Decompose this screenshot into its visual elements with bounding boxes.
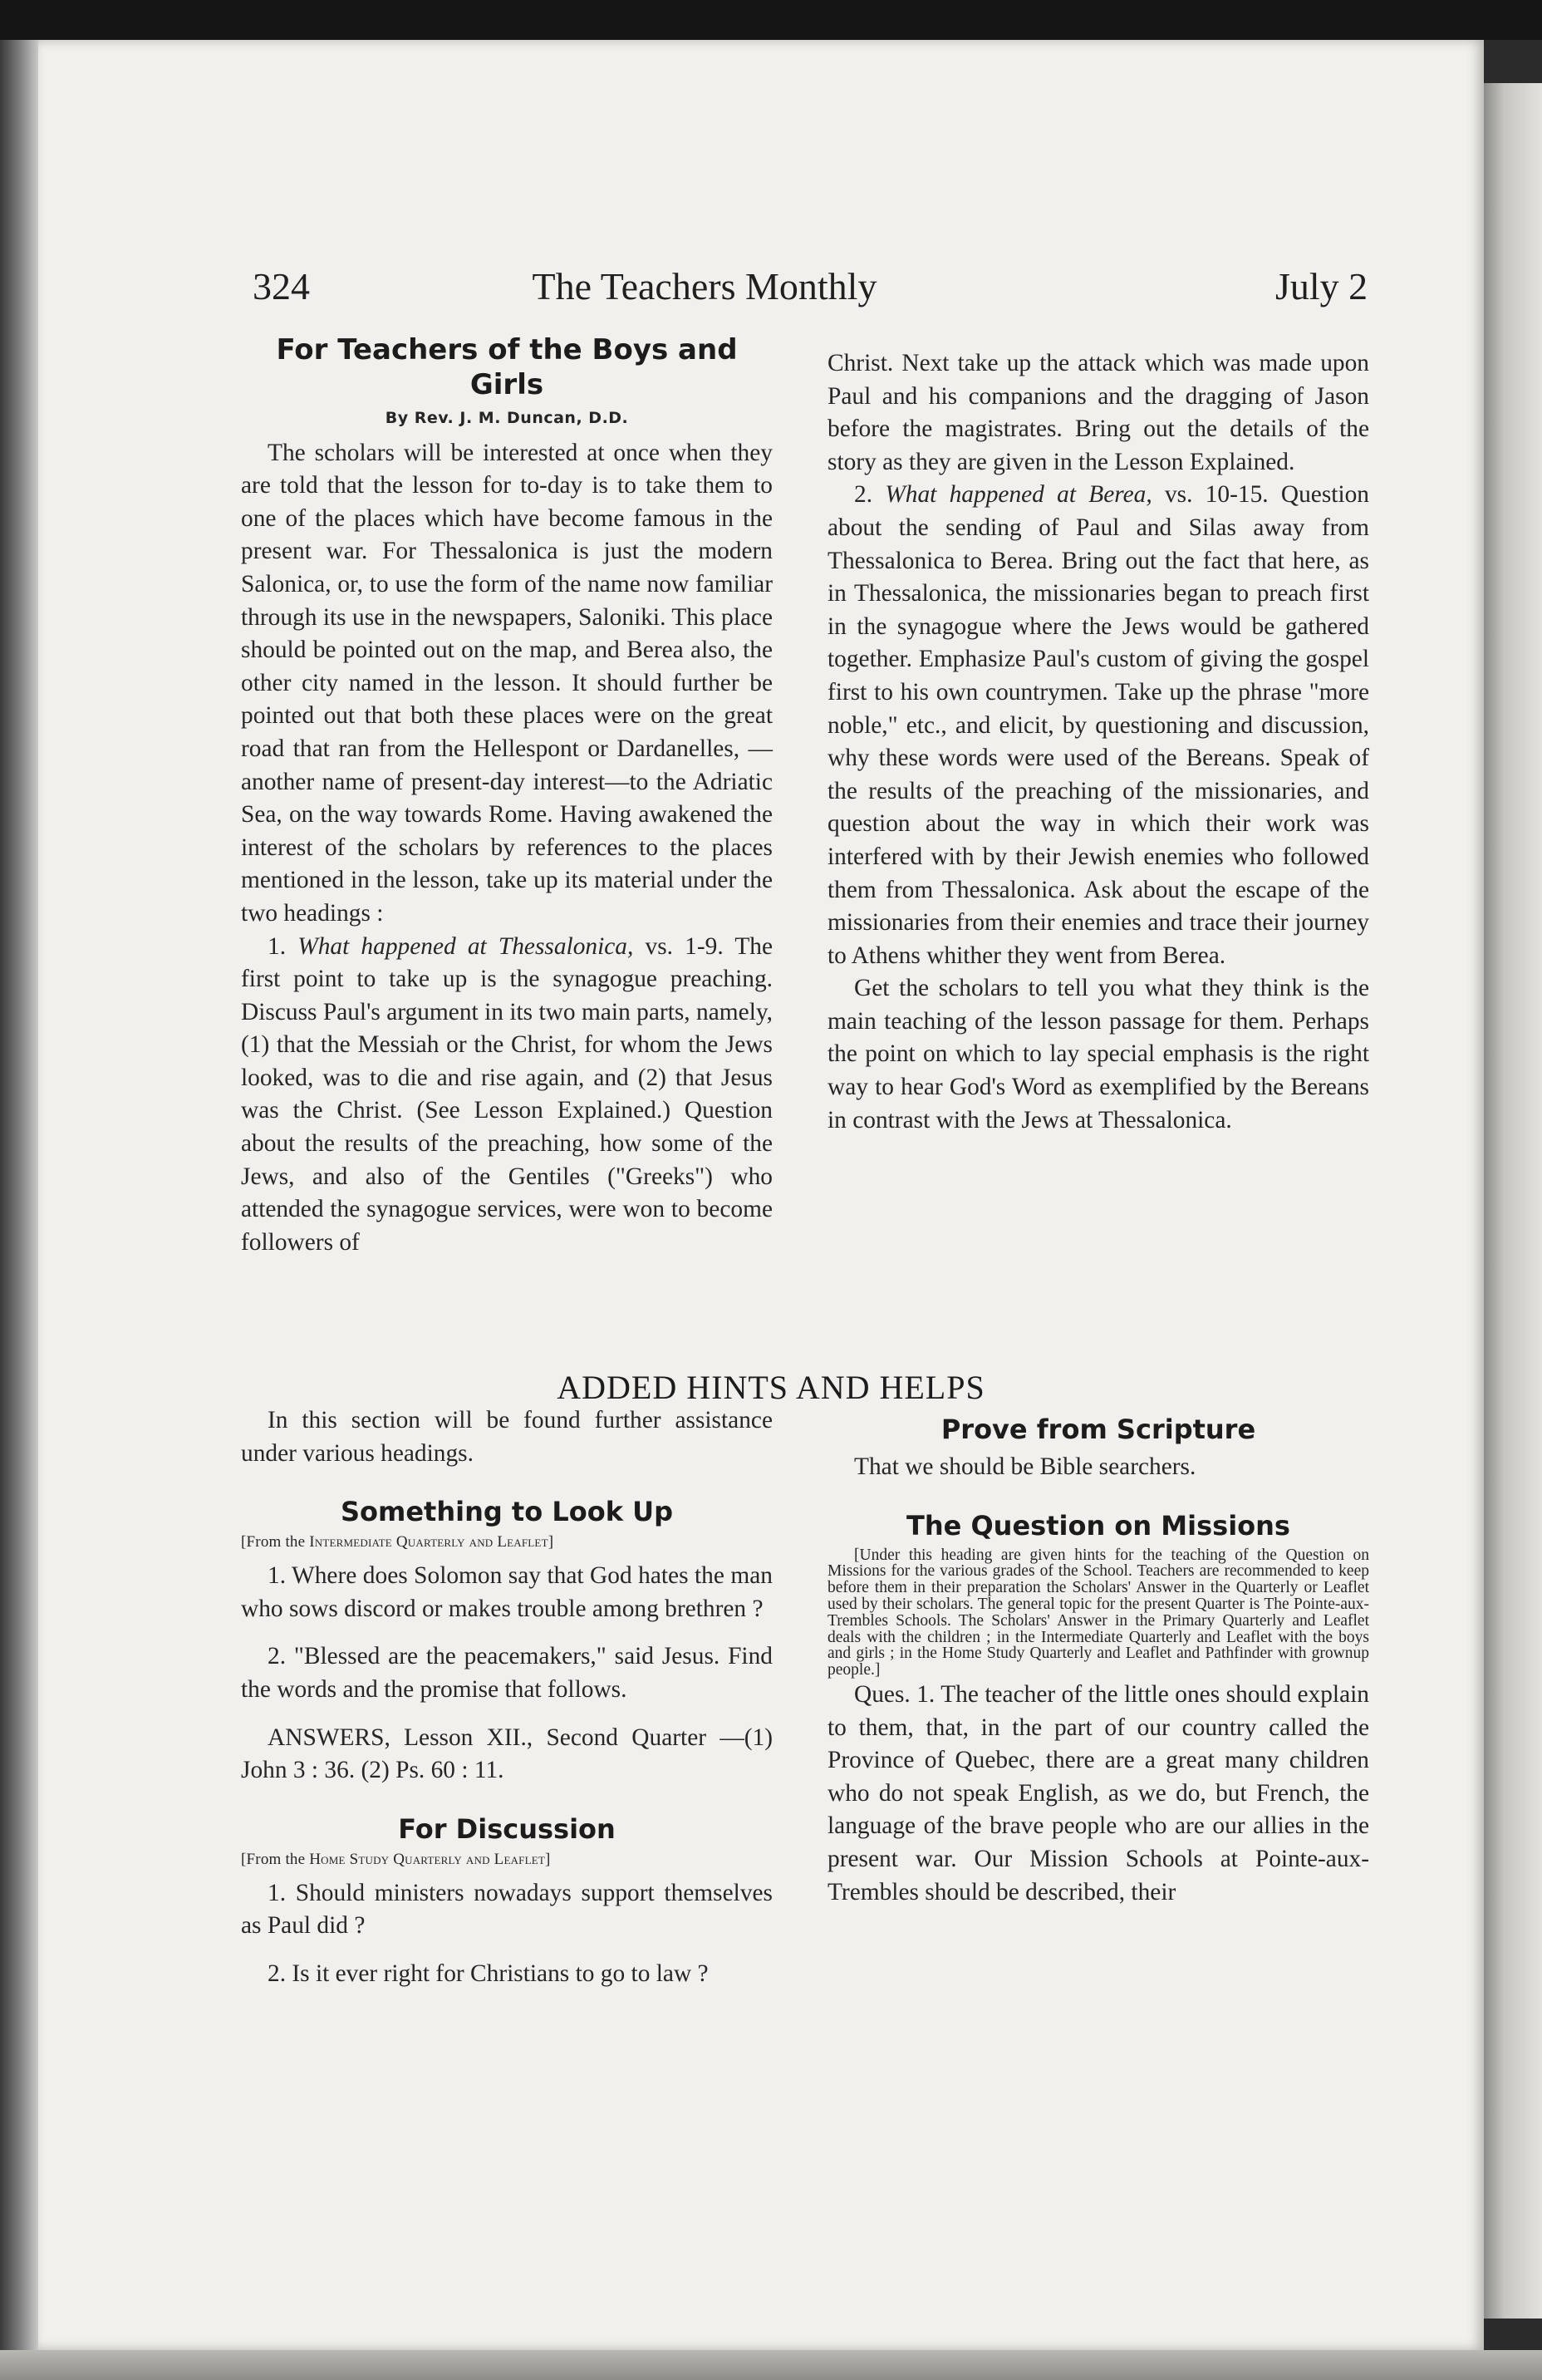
point-two-label: 2. <box>854 481 886 509</box>
look-up-source-suffix: ] <box>548 1533 554 1551</box>
look-up-question-2: 2. "Blessed are the peacemakers," said Jesus. Find the words and the promise that follows. <box>241 1643 773 1703</box>
discussion-question-2: 2. Is it ever right for Christians to go to law ? <box>268 1960 709 1987</box>
missions-note: [Under this heading are given hints for the teaching of the Question on Missions for the various grades of the School. Teachers are recommended to keep before them in their preparation the Scholars' Answer in the Quarterly or Leaflet used by their scholars. The general topic for the present Quarter is The Pointe-aux-Trembles Schools. The Scholars' Answer in the Primary Quarterly and Leaflet deals with the children ; in the Intermediate Quarterly and Leaflet with the boys and girls ; in the Home Study Quarterly and Leaflet and Pathfinder with grownup people.] <box>827 1546 1369 1679</box>
discussion-source-name: Home Study Quarterly and Leaflet <box>309 1850 546 1868</box>
hints-left-column <box>241 1404 773 1991</box>
discussion-source <box>241 1851 773 1869</box>
scripture-text: That we should be Bible searchers. <box>854 1453 1196 1480</box>
look-up-heading: Something to Look Up <box>340 1496 674 1528</box>
look-up-question-1: 1. Where does Solomon say that God hates the man who sows discord or makes trouble among brethren ? <box>241 1562 773 1622</box>
section-heading: ADDED HINTS AND HELPS <box>557 1369 985 1406</box>
article-left-column <box>241 332 773 1259</box>
article-intro-paragraph: The scholars will be interested at once when they are told that the lesson for to-day is to take them to one of the places which have become famous in the present war. For Thessalonica is just the modern Salonica, or, to use the form of the name now familiar through its use in the newspapers, Saloniki. This place should be pointed out on the map, and Berea also, the other city named in the lesson. It should further be pointed out that both these places were on the great road that ran from the Hellespont or Dardanelles, —another name of present-day interest—to the Adriatic Sea, on the way towards Rome. Having awakened the interest of the scholars by references to the places mentioned in the lesson, take up its material under the two headings : <box>241 439 773 927</box>
scripture-heading: Prove from Scripture <box>940 1414 1256 1445</box>
closing-paragraph: Get the scholars to tell you what they think is the main teaching of the lesson passage for them. Perhaps the point on which to lay special emphasis is the right way to hear God's Word as exemplified by the Bereans in contrast with the Jews at Thessalonica. <box>827 975 1369 1133</box>
page-number: 324 <box>253 265 310 307</box>
point-one-text: vs. 1-9. The first point to take up is the synagogue preaching. Discuss Paul's argument in its two main parts, namely, (1) that the Messiah or the Christ, for whom the Jews looked, was to die and rise again, and (2) that Jesus was the Christ. (See Lesson Explained.) Question about the results of the preaching, how some of the Jews, and also of the Gentiles ("Greeks") who attended the synagogue services, were won to become followers of <box>241 932 773 1256</box>
point-two-paragraph <box>827 479 1369 972</box>
discussion-question-1: 1. Should ministers nowadays support themselves as Paul did ? <box>241 1879 773 1940</box>
look-up-source-prefix: [From the <box>241 1533 310 1551</box>
page-stack-edge <box>1484 83 1542 2319</box>
article-right-column <box>827 347 1369 1137</box>
look-up-source-name: Intermediate Quarterly and Leaflet <box>309 1533 548 1551</box>
discussion-source-prefix: [From the <box>241 1850 310 1868</box>
look-up-source <box>241 1533 773 1551</box>
page-bottom-edge <box>0 2350 1542 2380</box>
article-title: For Teachers of the Boys and Girls <box>276 333 738 401</box>
point-one-heading: What happened at Thessalonica, <box>297 932 634 960</box>
point-two-heading: What happened at Berea, <box>885 481 1152 509</box>
scan-top-border <box>0 0 1542 40</box>
issue-date: July 2 <box>1275 265 1368 307</box>
point-one-label: 1. <box>268 932 298 960</box>
book-binding-edge <box>0 40 38 2380</box>
hints-right-column <box>827 1413 1369 1909</box>
article-continued-paragraph: Christ. Next take up the attack which was made upon Paul and his companions and the dragging of Jason before the magistrates. Bring out the details of the story as they are given in the Lesson Explained. <box>827 350 1369 475</box>
article-byline: By Rev. J. M. Duncan, D.D. <box>385 409 629 427</box>
look-up-answers: ANSWERS, Lesson XII., Second Quarter —(1) John 3 : 36. (2) Ps. 60 : 11. <box>241 1724 773 1784</box>
discussion-source-suffix: ] <box>545 1850 551 1868</box>
hints-intro: In this section will be found further assistance under various headings. <box>241 1407 773 1467</box>
missions-question: Ques. 1. The teacher of the little ones should explain to them, that, in the part of our country called the Province of Quebec, there are a great many children who do not speak English, as we do, but French, the language of the brave people who are our allies in the present war. Our Mission Schools at Pointe-aux-Trembles should be described, their <box>827 1680 1369 1905</box>
point-two-text: vs. 10-15. Question about the sending of Paul and Silas away from Thessalonica to Berea. Bring out the fact that here, as in Thessalonica, the missionaries began to preach first in the synagogue where the Jews would be gathered together. Emphasize Paul's custom of giving the gospel first to his own countrymen. Take up the phrase "more noble," etc., and elicit, by questioning and discussion, why these words were used of the Bereans. Speak of the results of the preaching of the missionaries, and question about the way in which their work was interfered with by their Jewish enemies who followed them from Thessalonica. Ask about the escape of the missionaries from their enemies and trace their journey to Athens whither they went from Berea. <box>827 481 1370 969</box>
discussion-heading: For Discussion <box>398 1812 616 1845</box>
point-one-paragraph <box>241 931 773 1260</box>
missions-heading: The Question on Missions <box>906 1509 1290 1542</box>
journal-title: The Teachers Monthly <box>532 265 877 307</box>
